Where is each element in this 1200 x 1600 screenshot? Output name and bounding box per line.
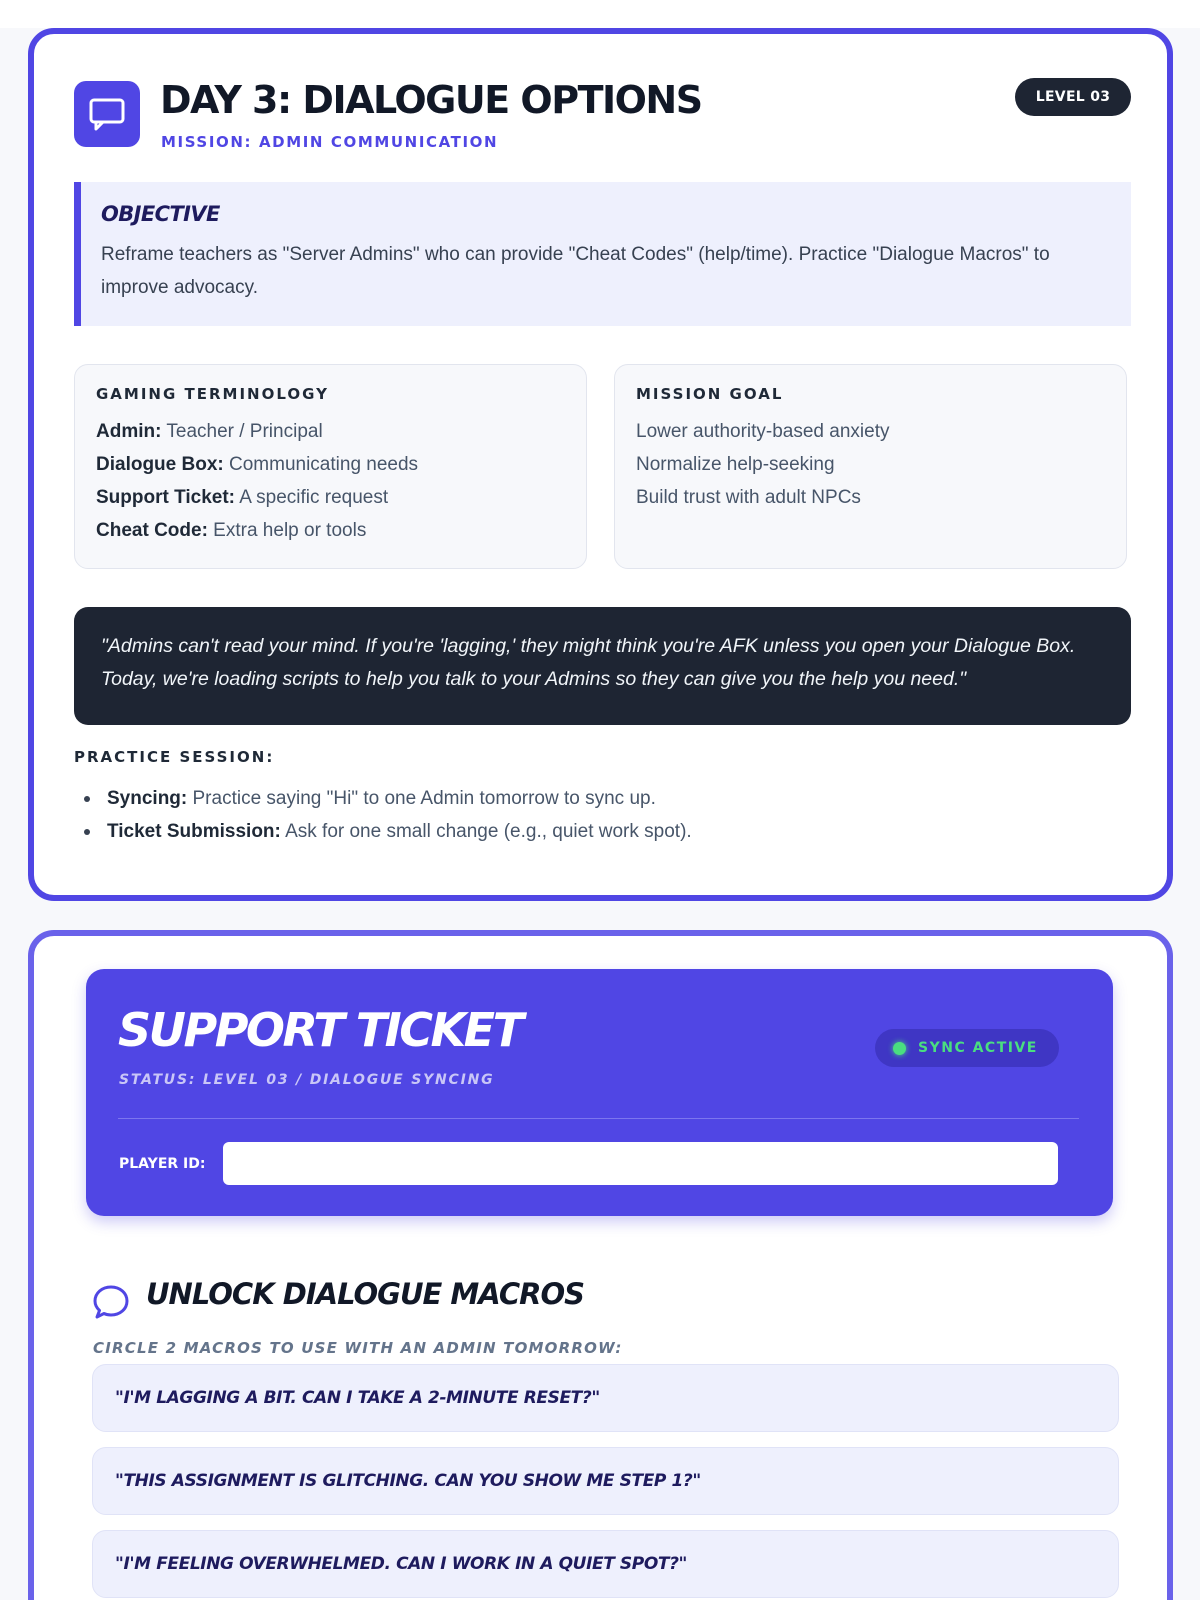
lesson-card <box>28 28 1173 901</box>
list-item <box>81 815 692 848</box>
mission-subtitle: MISSION: ADMIN COMMUNICATION <box>161 133 499 151</box>
macro-option[interactable]: "I'M LAGGING A BIT. CAN I TAKE A 2-MINUTE RESET?" <box>92 1364 1119 1432</box>
mission-goal-item: Build trust with adult NPCs <box>636 487 861 508</box>
mission-goal-heading: MISSION GOAL <box>636 385 784 403</box>
sync-status-badge <box>875 1029 1059 1067</box>
macro-option[interactable]: "I'M FEELING OVERWHELMED. CAN I WORK IN A QUIET SPOT?" <box>92 1530 1119 1598</box>
practice-label: Syncing: <box>107 788 188 809</box>
term-label: Support Ticket: <box>96 487 235 508</box>
practice-text: Ask for one small change (e.g., quiet work spot). <box>280 821 692 842</box>
objective-panel <box>74 182 1131 326</box>
divider <box>118 1118 1079 1119</box>
list-item <box>81 782 692 815</box>
term-label: Dialogue Box: <box>96 454 224 475</box>
practice-session-list <box>81 782 692 848</box>
practice-session-heading: PRACTICE SESSION: <box>74 748 275 766</box>
macros-heading: UNLOCK DIALOGUE MACROS <box>146 1277 584 1311</box>
sync-status-label: SYNC ACTIVE <box>918 1040 1038 1056</box>
objective-title: OBJECTIVE <box>101 202 220 226</box>
terminology-item <box>96 481 586 514</box>
page-top-strip <box>0 0 1200 28</box>
terminology-item <box>96 415 586 448</box>
terminology-heading: GAMING TERMINOLOGY <box>96 385 329 403</box>
term-label: Admin: <box>96 421 162 442</box>
level-badge: LEVEL 03 <box>1015 78 1131 116</box>
macros-instruction: CIRCLE 2 MACROS TO USE WITH AN ADMIN TOMORROW: <box>93 1339 623 1357</box>
mission-goal-box <box>614 364 1127 569</box>
page-title: DAY 3: DIALOGUE OPTIONS <box>160 78 702 122</box>
ticket-header <box>86 969 1113 1216</box>
ticket-title: SUPPORT TICKET <box>118 1003 522 1057</box>
term-definition: Teacher / Principal <box>161 421 323 442</box>
mission-goal-item: Lower authority-based anxiety <box>636 421 890 442</box>
term-definition: Communicating needs <box>223 454 419 475</box>
macro-option[interactable]: "THIS ASSIGNMENT IS GLITCHING. CAN YOU SHOW ME STEP 1?" <box>92 1447 1119 1515</box>
support-ticket-card <box>28 930 1173 1600</box>
admin-quote: "Admins can't read your mind. If you're 'lagging,' they might think you're AFK unless you open your Dialogue Box. Today, we're loading scripts to help you talk to your Admins so they can give you the help you need." <box>74 607 1131 725</box>
status-dot-icon <box>893 1042 906 1055</box>
player-id-label: PLAYER ID: <box>119 1156 206 1172</box>
speech-bubble-icon <box>92 1283 130 1321</box>
term-definition: Extra help or tools <box>207 520 367 541</box>
player-id-input[interactable] <box>223 1142 1058 1185</box>
mission-goal-item: Normalize help-seeking <box>636 454 835 475</box>
gaming-terminology-box <box>74 364 587 569</box>
term-label: Cheat Code: <box>96 520 208 541</box>
terminology-item <box>96 448 586 481</box>
objective-text: Reframe teachers as "Server Admins" who can provide "Cheat Codes" (help/time). Practice "Dialogue Macros" to improve advocacy. <box>101 244 1050 298</box>
practice-label: Ticket Submission: <box>107 821 281 842</box>
practice-text: Practice saying "Hi" to one Admin tomorrow to sync up. <box>187 788 656 809</box>
chat-bubble-icon <box>74 81 140 147</box>
term-definition: A specific request <box>235 487 389 508</box>
ticket-status: STATUS: LEVEL 03 / DIALOGUE SYNCING <box>119 1072 495 1088</box>
terminology-item <box>96 514 586 547</box>
